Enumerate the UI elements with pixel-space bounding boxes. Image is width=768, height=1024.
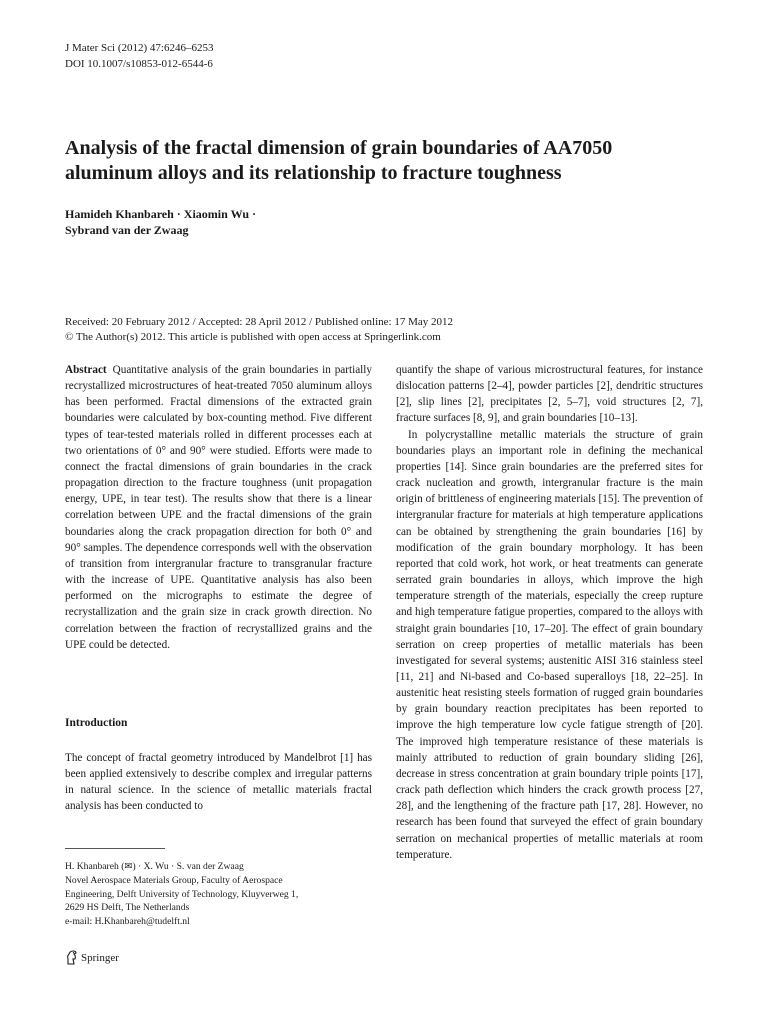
footnote-line: 2629 HS Delft, The Netherlands	[65, 902, 190, 914]
author-line-2: Sybrand van der Zwaag	[65, 223, 189, 237]
introduction-text: The concept of fractal geometry introduced by Mandelbrot [1] has been applied extensively to describe complex and irregular patterns in natural science. In the science of metallic materials fractal analysis has been conducted to	[65, 752, 372, 813]
copyright-line: © The Author(s) 2012. This article is published with open access at Springerlink.com	[65, 331, 441, 343]
footnote-line: Novel Aerospace Materials Group, Faculty of Aerospace	[65, 874, 283, 886]
publisher-mark	[65, 950, 119, 965]
journal-header	[65, 40, 213, 72]
footnote-email: e-mail: H.Khanbareh@tudelft.nl	[65, 916, 190, 928]
left-column	[65, 362, 372, 653]
article-title-line-1: Analysis of the fractal dimension of grain boundaries of AA7050	[65, 137, 613, 159]
body-paragraph-1: quantify the shape of various microstructural features, for instance dislocation patterns [2–4], powder particles [2], dendritic structures [2], slip lines [2], precipitates [2, 5–7], void structures [2, 7], fracture surfaces [8, 9], and grain boundaries [10–13].	[396, 364, 703, 425]
abstract-text: Quantitative analysis of the grain boundaries in partially recrystallized microstructures of heat-treated 7050 aluminum alloys has been performed. Fractal dimensions of the extracted grain boundaries were calculated by box-counting method. Five different types of tear-tested materials rolled in different processes each at two orientations of 0° and 90° were studied. Efforts were made to connect the fractal dimensions of grain boundaries in the crack propagation direction to the fracture toughness (unit propagation energy, UPE, in tear test). The results show that there is a linear correlation between UPE and the fractal dimensions of the grain boundaries along the crack propagation direction for both 0° and 90° samples. The dependence corresponds well with the observation of transition from intergranular fracture to transgranular fracture with the increase of UPE. Quantitative analysis has also been performed on the micrographs to estimate the degree of recrystallization and the grain size in crack growth direction. No correlation between the fraction of recrystallized grains and the UPE could be detected.	[65, 364, 372, 651]
introduction-heading: Introduction	[65, 717, 128, 729]
body-paragraph-2: In polycrystalline metallic materials the structure of grain boundaries plays an important role in defining the mechanical properties [14]. Since grain boundaries are the preferred sites for crack nucleation and growth, intergranular fracture is the main origin of brittleness of engineering materials [15]. The prevention of intergranular fracture for materials at high temperature applications can be obtained by strengthening the grain boundaries [16] by modification of the grain boundary morphology. It has been reported that cold work, hot work, or heat treatments can generate serrated grain boundaries in alloys, which improve the high temperature strength of the materials, especially the creep rupture and high temperature fatigue properties, compared to the alloys with straight grain boundaries [10, 17–20]. The effect of grain boundary serration on creep properties of metallic materials has been investigated for several systems; austenitic AISI 316 stainless steel [11, 21] and Ni-based and Co-based superalloys [18, 22–25]. In austenitic heat resisting steels formation of rugged grain boundaries by grain boundary reaction precipitates has been reported to improve the high temperature low cycle fatigue strength of [20]. The improved high temperature resistance of these materials is mainly attributed to reduction of grain boundary sliding [26], decrease in stress concentration at grain boundary triple points [17], crack path deflection which hinders the crack growth process [27, 28], and the lengthening of the fracture path [17, 28]. However, no research has been found that surveyed the effect of grain boundary serration on mechanical properties of metallic materials at room temperature.	[396, 428, 703, 861]
footnote-line: H. Khanbareh (✉) · X. Wu · S. van der Zwaag	[65, 861, 244, 872]
springer-horse-logo-icon	[65, 950, 78, 965]
article-title	[65, 136, 715, 186]
dates-line: Received: 20 February 2012 / Accepted: 28 April 2012 / Published online: 17 May 2012	[65, 316, 453, 328]
article-title-line-2: aluminum alloys and its relationship to fracture toughness	[65, 162, 562, 184]
author-list	[65, 206, 565, 238]
right-column	[396, 362, 703, 863]
abstract-label: Abstract	[65, 364, 107, 376]
publisher-name: Springer	[81, 951, 119, 964]
doi-link[interactable]: DOI 10.1007/s10853-012-6544-6	[65, 58, 213, 70]
journal-reference: J Mater Sci (2012) 47:6246–6253	[65, 42, 214, 54]
abstract-paragraph	[65, 362, 372, 653]
footnote-divider	[65, 848, 165, 849]
publication-history	[65, 315, 705, 345]
author-affiliation-footnote	[65, 860, 375, 929]
author-line-1: Hamideh Khanbareh · Xiaomin Wu ·	[65, 207, 257, 221]
footnote-line: Engineering, Delft University of Technology, Kluyverweg 1,	[65, 888, 299, 900]
